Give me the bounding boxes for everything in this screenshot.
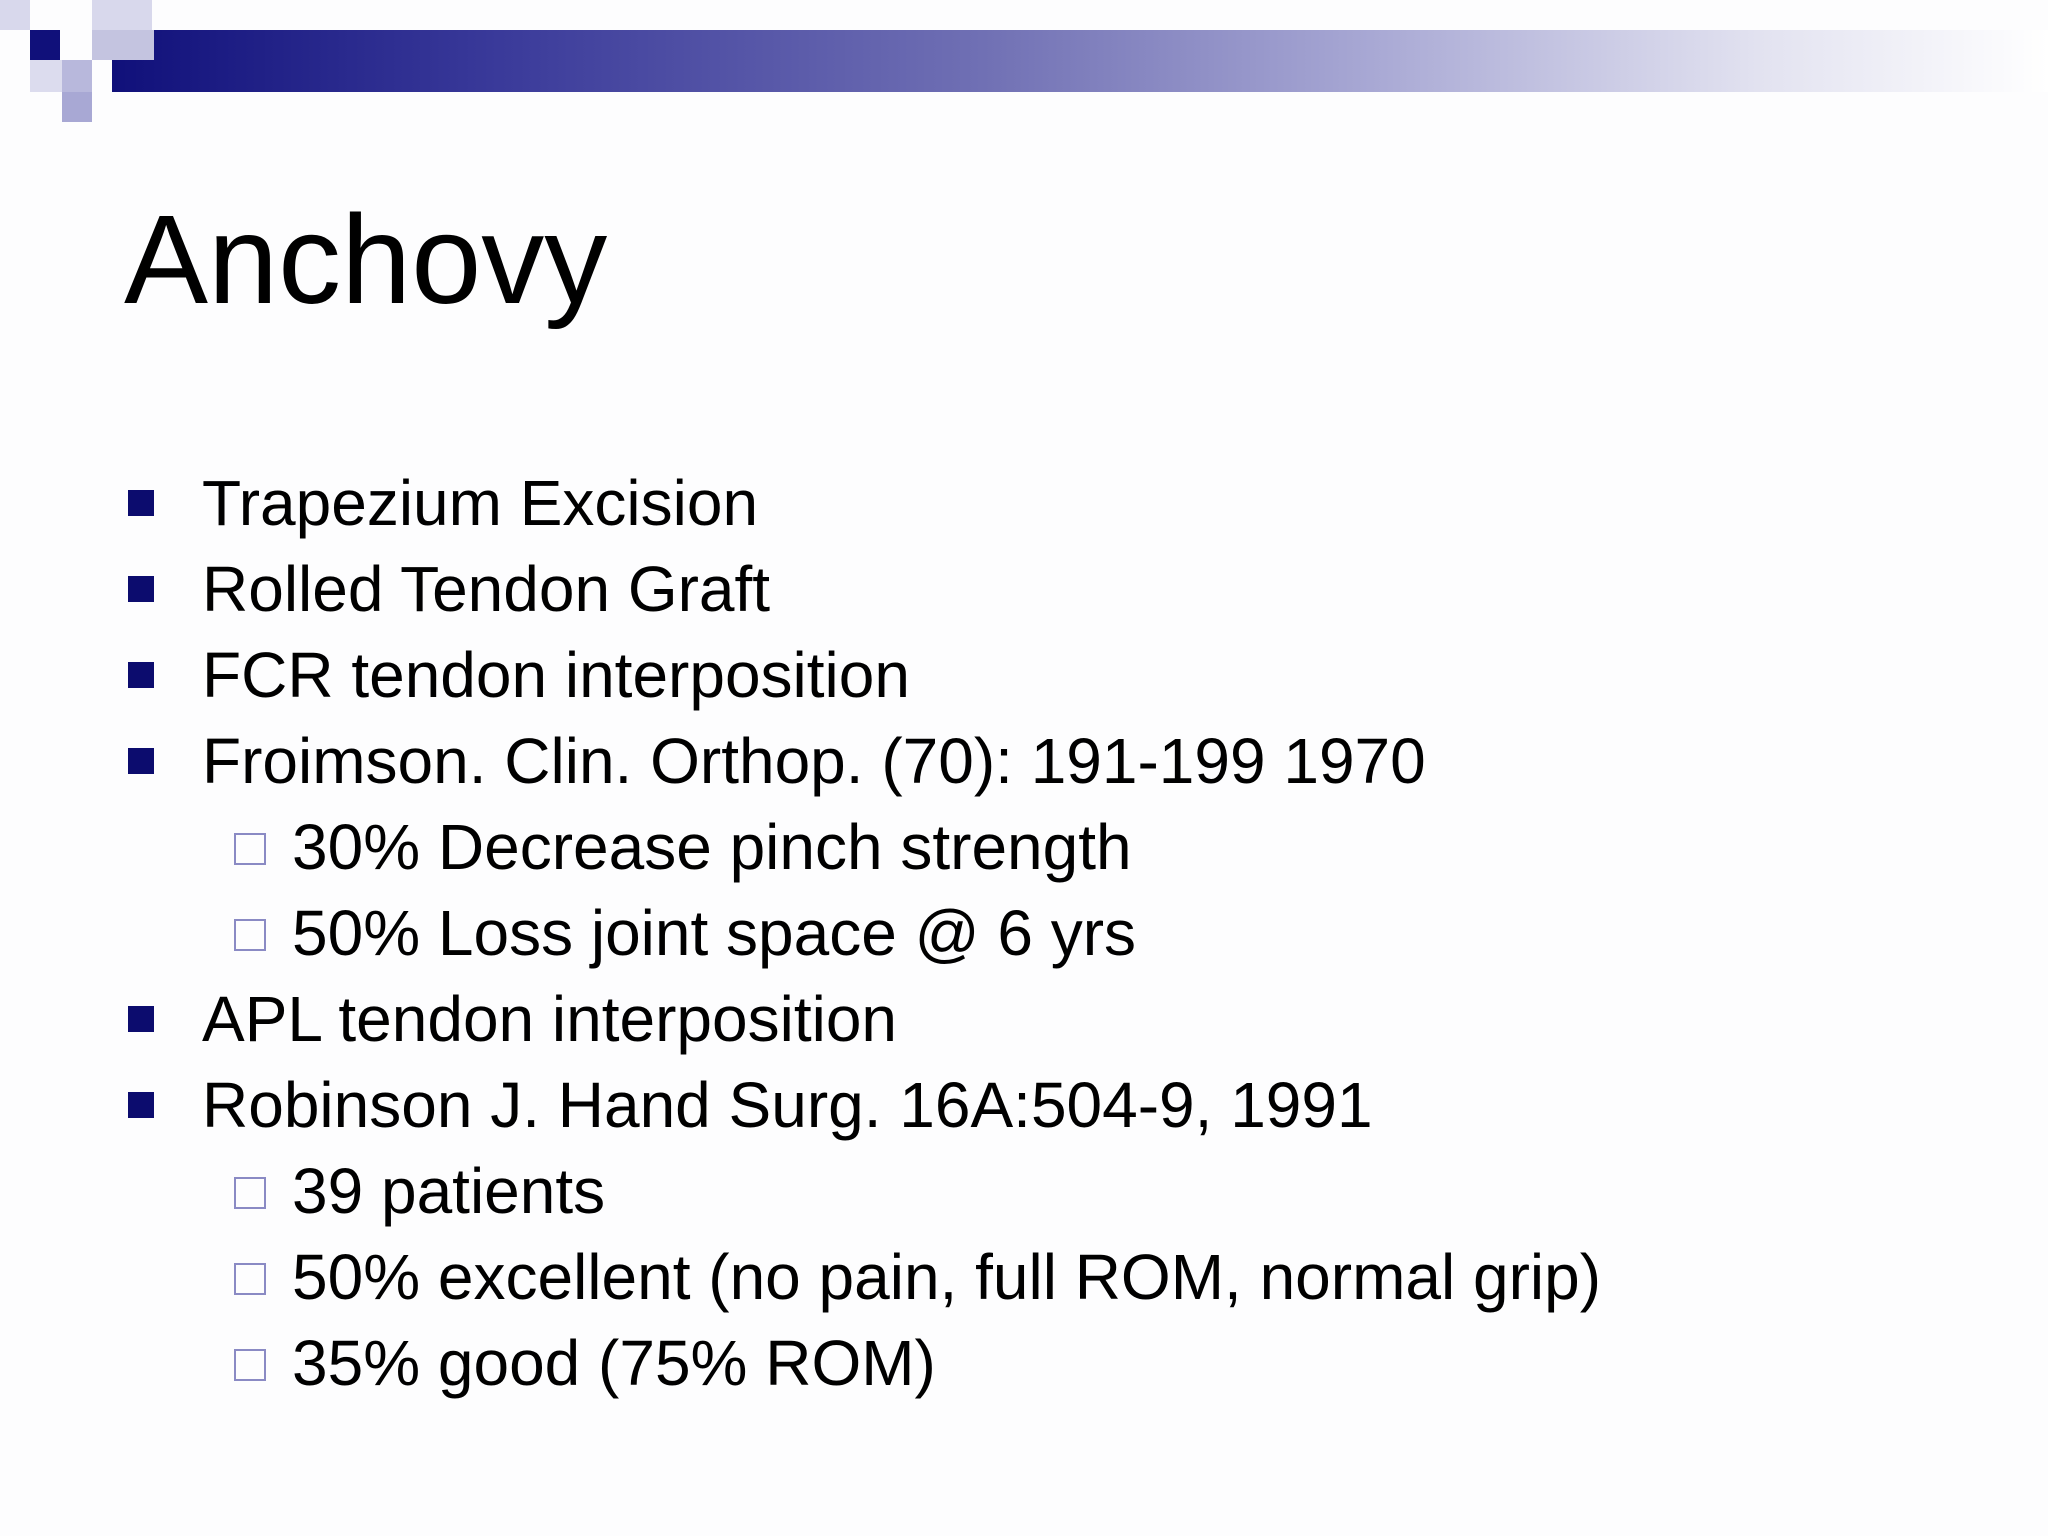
decorative-square	[0, 0, 30, 30]
bullet-item	[124, 460, 2004, 546]
bullet-item	[124, 1062, 2004, 1148]
bullet-item	[124, 718, 2004, 804]
bullet-text: FCR tendon interposition	[202, 639, 910, 711]
sub-bullet-text: 35% good (75% ROM)	[292, 1327, 936, 1399]
decorative-square	[30, 60, 62, 92]
decorative-square	[62, 60, 92, 92]
sub-bullet-item	[124, 804, 2004, 890]
sub-bullet-item	[124, 1234, 2004, 1320]
sub-bullet-item	[124, 890, 2004, 976]
decorative-square	[92, 30, 154, 60]
bullet-item	[124, 976, 2004, 1062]
hollow-square-bullet-icon	[234, 919, 266, 951]
header-gradient-bar	[112, 30, 2048, 92]
hollow-square-bullet-icon	[234, 1177, 266, 1209]
bullet-text: Trapezium Excision	[202, 467, 759, 539]
decorative-square	[62, 92, 92, 122]
sub-bullet-item	[124, 1148, 2004, 1234]
bullet-text: APL tendon interposition	[202, 983, 897, 1055]
hollow-square-bullet-icon	[234, 1349, 266, 1381]
bullet-item	[124, 546, 2004, 632]
bullet-text: Robinson J. Hand Surg. 16A:504-9, 1991	[202, 1069, 1373, 1141]
sub-bullet-text: 30% Decrease pinch strength	[292, 811, 1132, 883]
square-bullet-icon	[128, 1006, 154, 1032]
bullet-list	[124, 460, 2004, 1406]
square-bullet-icon	[128, 1092, 154, 1118]
slide-title: Anchovy	[124, 189, 608, 330]
bullet-text: Froimson. Clin. Orthop. (70): 191-199 1970	[202, 725, 1426, 797]
square-bullet-icon	[128, 748, 154, 774]
bullet-item	[124, 632, 2004, 718]
decorative-square	[30, 30, 60, 60]
hollow-square-bullet-icon	[234, 833, 266, 865]
hollow-square-bullet-icon	[234, 1263, 266, 1295]
sub-bullet-item	[124, 1320, 2004, 1406]
square-bullet-icon	[128, 576, 154, 602]
sub-bullet-text: 39 patients	[292, 1155, 606, 1227]
bullet-text: Rolled Tendon Graft	[202, 553, 771, 625]
sub-bullet-text: 50% Loss joint space @ 6 yrs	[292, 897, 1137, 969]
square-bullet-icon	[128, 490, 154, 516]
sub-bullet-text: 50% excellent (no pain, full ROM, normal grip)	[292, 1241, 1601, 1313]
square-bullet-icon	[128, 662, 154, 688]
